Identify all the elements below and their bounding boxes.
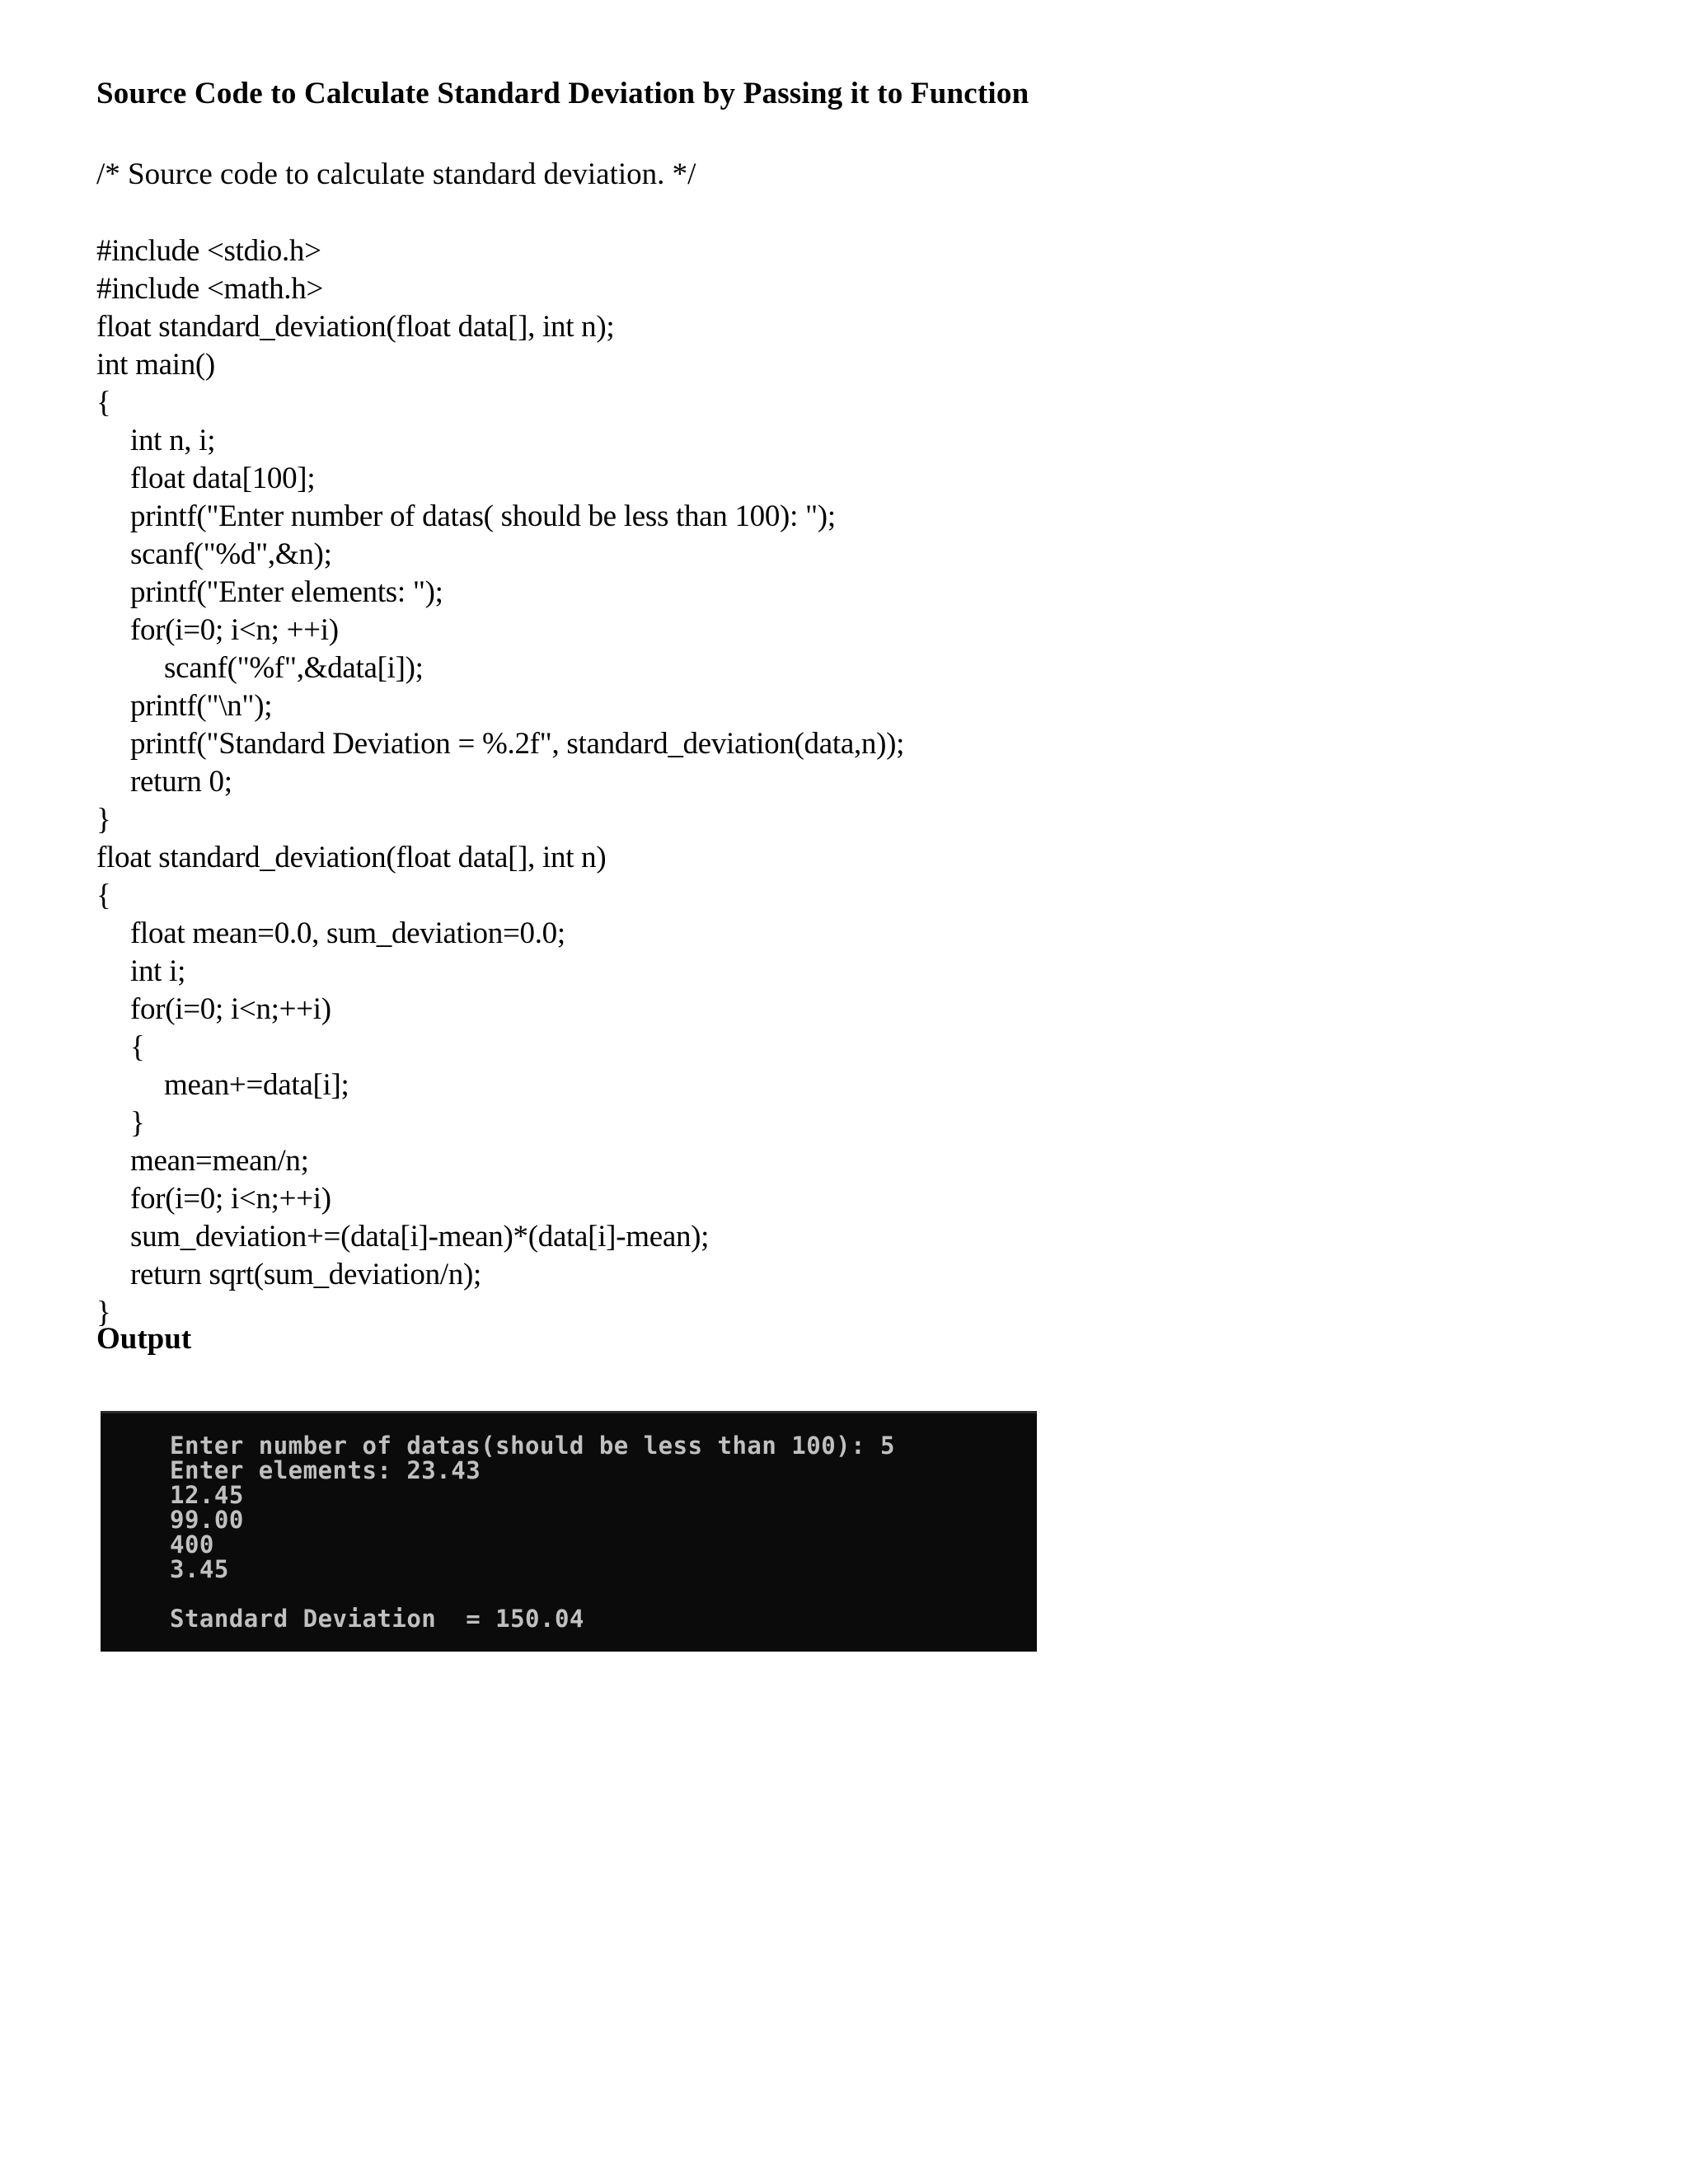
code-line: #include <math.h> bbox=[96, 272, 324, 306]
code-line: { bbox=[96, 879, 111, 912]
code-line: int main() bbox=[96, 348, 215, 382]
code-line: } bbox=[96, 803, 111, 837]
console-line: 400 bbox=[170, 1530, 214, 1558]
console-line: 12.45 bbox=[170, 1481, 244, 1509]
code-line: } bbox=[130, 1106, 145, 1140]
console-blank-line bbox=[170, 1582, 895, 1606]
code-line: mean=mean/n; bbox=[130, 1144, 309, 1178]
code-line: { bbox=[96, 386, 111, 419]
code-line: return sqrt(sum_deviation/n); bbox=[130, 1258, 481, 1291]
code-line: int i; bbox=[130, 954, 186, 988]
console-line: 3.45 bbox=[170, 1555, 229, 1583]
code-line: printf("Enter number of datas( should be less than 100): "); bbox=[130, 499, 836, 533]
code-line: scanf("%d",&n); bbox=[130, 537, 332, 571]
output-heading: Output bbox=[96, 1322, 192, 1356]
source-code-block bbox=[96, 232, 904, 1332]
code-line: sum_deviation+=(data[i]-mean)*(data[i]-mean); bbox=[130, 1220, 710, 1254]
console-line: Enter number of datas(should be less than 100): 5 bbox=[170, 1432, 896, 1460]
code-comment: /* Source code to calculate standard deviation. */ bbox=[96, 157, 696, 191]
code-line: printf("\n"); bbox=[130, 689, 273, 723]
code-line: float data[100]; bbox=[130, 462, 316, 495]
code-line: return 0; bbox=[130, 765, 232, 799]
code-line: float mean=0.0, sum_deviation=0.0; bbox=[130, 916, 565, 950]
code-line: float standard_deviation(float data[], int n); bbox=[96, 310, 615, 344]
code-line: for(i=0; i<n;++i) bbox=[130, 1182, 331, 1216]
console-line: 99.00 bbox=[170, 1506, 244, 1534]
code-line: int n, i; bbox=[130, 424, 216, 457]
console-output-lines bbox=[170, 1433, 895, 1631]
document-title: Source Code to Calculate Standard Deviation by Passing it to Function bbox=[96, 77, 1029, 110]
code-line: scanf("%f",&data[i]); bbox=[164, 651, 424, 685]
code-line: for(i=0; i<n; ++i) bbox=[130, 613, 339, 647]
code-line: for(i=0; i<n;++i) bbox=[130, 992, 331, 1026]
code-line: printf("Standard Deviation = %.2f", standard_deviation(data,n)); bbox=[130, 727, 905, 761]
code-line: } bbox=[96, 1296, 111, 1329]
console-line: Standard Deviation = 150.04 bbox=[170, 1605, 584, 1633]
console-output-screenshot bbox=[101, 1411, 1037, 1652]
code-line: printf("Enter elements: "); bbox=[130, 575, 443, 609]
code-line: float standard_deviation(float data[], int n) bbox=[96, 841, 607, 874]
console-line: Enter elements: 23.43 bbox=[170, 1456, 481, 1484]
code-line: { bbox=[130, 1030, 145, 1064]
code-line: mean+=data[i]; bbox=[164, 1068, 349, 1102]
code-line: #include <stdio.h> bbox=[96, 234, 321, 268]
